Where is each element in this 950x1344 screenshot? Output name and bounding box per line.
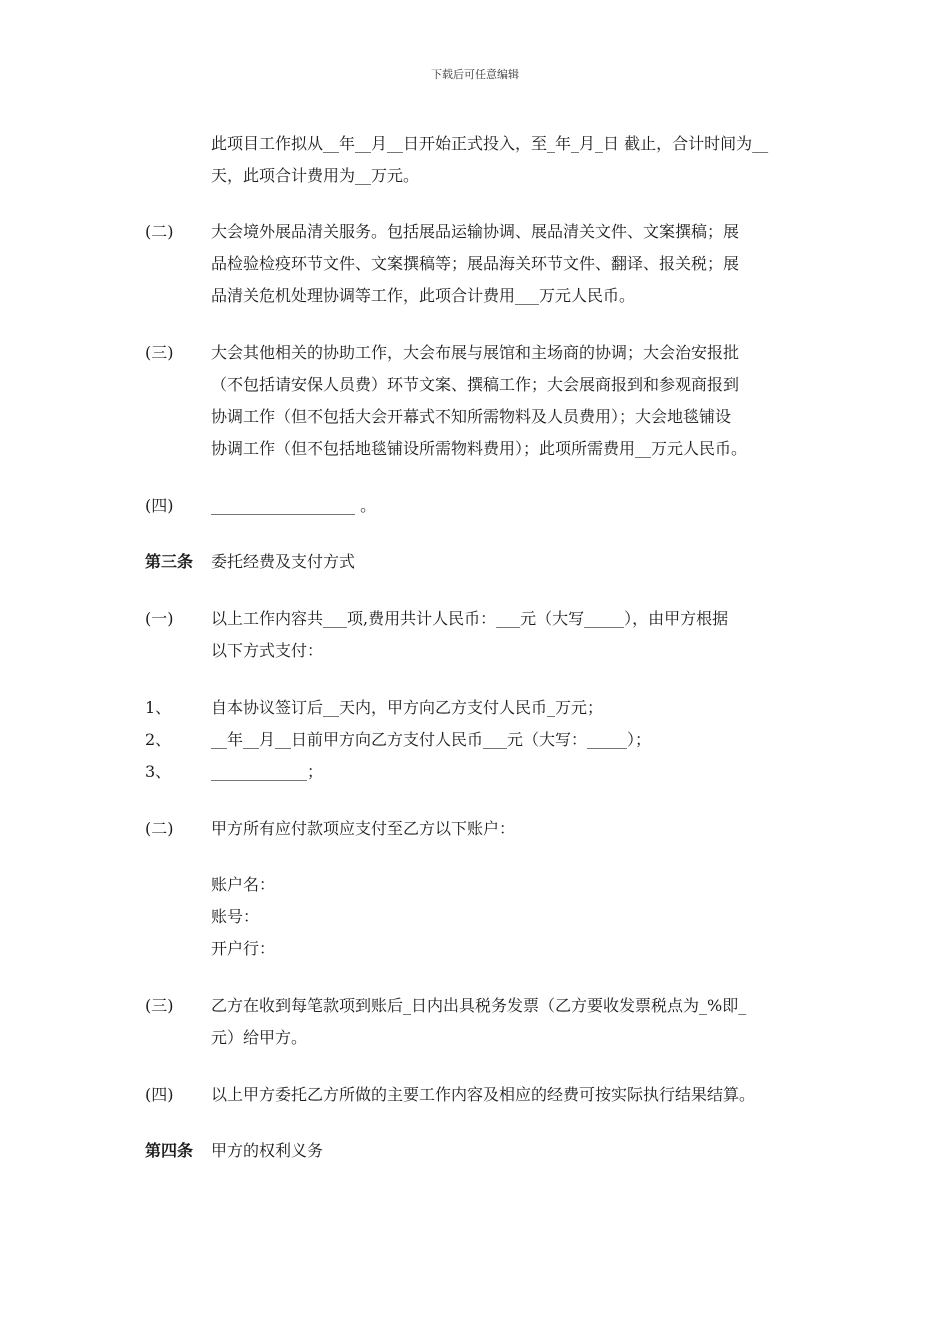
item-number: (二): [145, 222, 174, 241]
item-2-line-1: 大会境外展品清关服务。包括展品运输协调、展品清关文件、文案撰稿；展: [211, 222, 740, 241]
item-number: (三): [145, 343, 174, 362]
account-name-label: 账户名：: [211, 875, 276, 894]
intro-line-2: 天，此项合计费用为__万元。: [211, 166, 420, 185]
item-number: (四): [145, 1085, 174, 1104]
intro-line-1: 此项目工作拟从__年__月__日开始正式投入，至_年_月_日 截止，合计时间为__: [211, 134, 769, 153]
article-4-title: 甲方的权利义务: [211, 1141, 324, 1160]
item-2-line-2: 品检验检疫环节文件、文案撰稿等；展品海关环节文件、翻译、报关税；展: [211, 254, 740, 273]
item-3-line-3: 协调工作（但不包括大会开幕式不知所需物料及人员费用）；大会地毯铺设: [211, 407, 732, 426]
a3-3-line-2: 元）给甲方。: [211, 1028, 308, 1047]
payment-text: __年__月__日前甲方向乙方支付人民币___元（大写：_____）；: [211, 730, 652, 749]
item-number: (三): [145, 996, 174, 1015]
account-number-label: 账号：: [211, 907, 260, 926]
item-3-line-4: 协调工作（但不包括地毯铺设所需物料费用）；此项所需费用__万元人民币。: [211, 439, 748, 458]
bank-label: 开户行：: [211, 939, 276, 958]
item-number: (二): [145, 819, 174, 838]
article-4-number: 第四条: [145, 1141, 194, 1160]
payment-number: 2、: [145, 730, 172, 749]
item-4-blank: __________________: [211, 496, 355, 515]
a3-1-line-2: 以下方式支付：: [211, 641, 324, 660]
item-3-line-1: 大会其他相关的协助工作，大会布展与展馆和主场商的协调；大会治安报批: [211, 343, 740, 362]
a3-1-line-1: 以上工作内容共___项,费用共计人民币：___元（大写_____），由甲方根据: [211, 609, 729, 628]
item-4-line: [211, 490, 376, 522]
a3-2-text: 甲方所有应付款项应支付至乙方以下账户：: [211, 819, 516, 838]
item-number: (四): [145, 496, 174, 515]
article-3-number: 第三条: [145, 552, 194, 571]
item-2-line-3: 品清关危机处理协调等工作，此项合计费用___万元人民币。: [211, 286, 636, 305]
payment-text: ____________；: [211, 762, 324, 781]
a3-3-line-1: 乙方在收到每笔款项到账后_日内出具税务发票（乙方要收发票税点为_%即_: [211, 996, 747, 1015]
item-4-tail: 。: [355, 496, 377, 515]
payment-number: 1、: [145, 698, 172, 717]
a3-4-text: 以上甲方委托乙方所做的主要工作内容及相应的经费可按实际执行结果结算。: [211, 1085, 756, 1104]
payment-text: 自本协议签订后__天内，甲方向乙方支付人民币_万元；: [211, 698, 604, 717]
payment-number: 3、: [145, 762, 172, 781]
page-header: 下载后可任意编辑: [431, 68, 519, 81]
item-number: (一): [145, 609, 174, 628]
article-3-title: 委托经费及支付方式: [211, 552, 356, 571]
item-3-line-2: （不包括请安保人员费）环节文案、撰稿工作；大会展商报到和参观商报到: [211, 375, 740, 394]
